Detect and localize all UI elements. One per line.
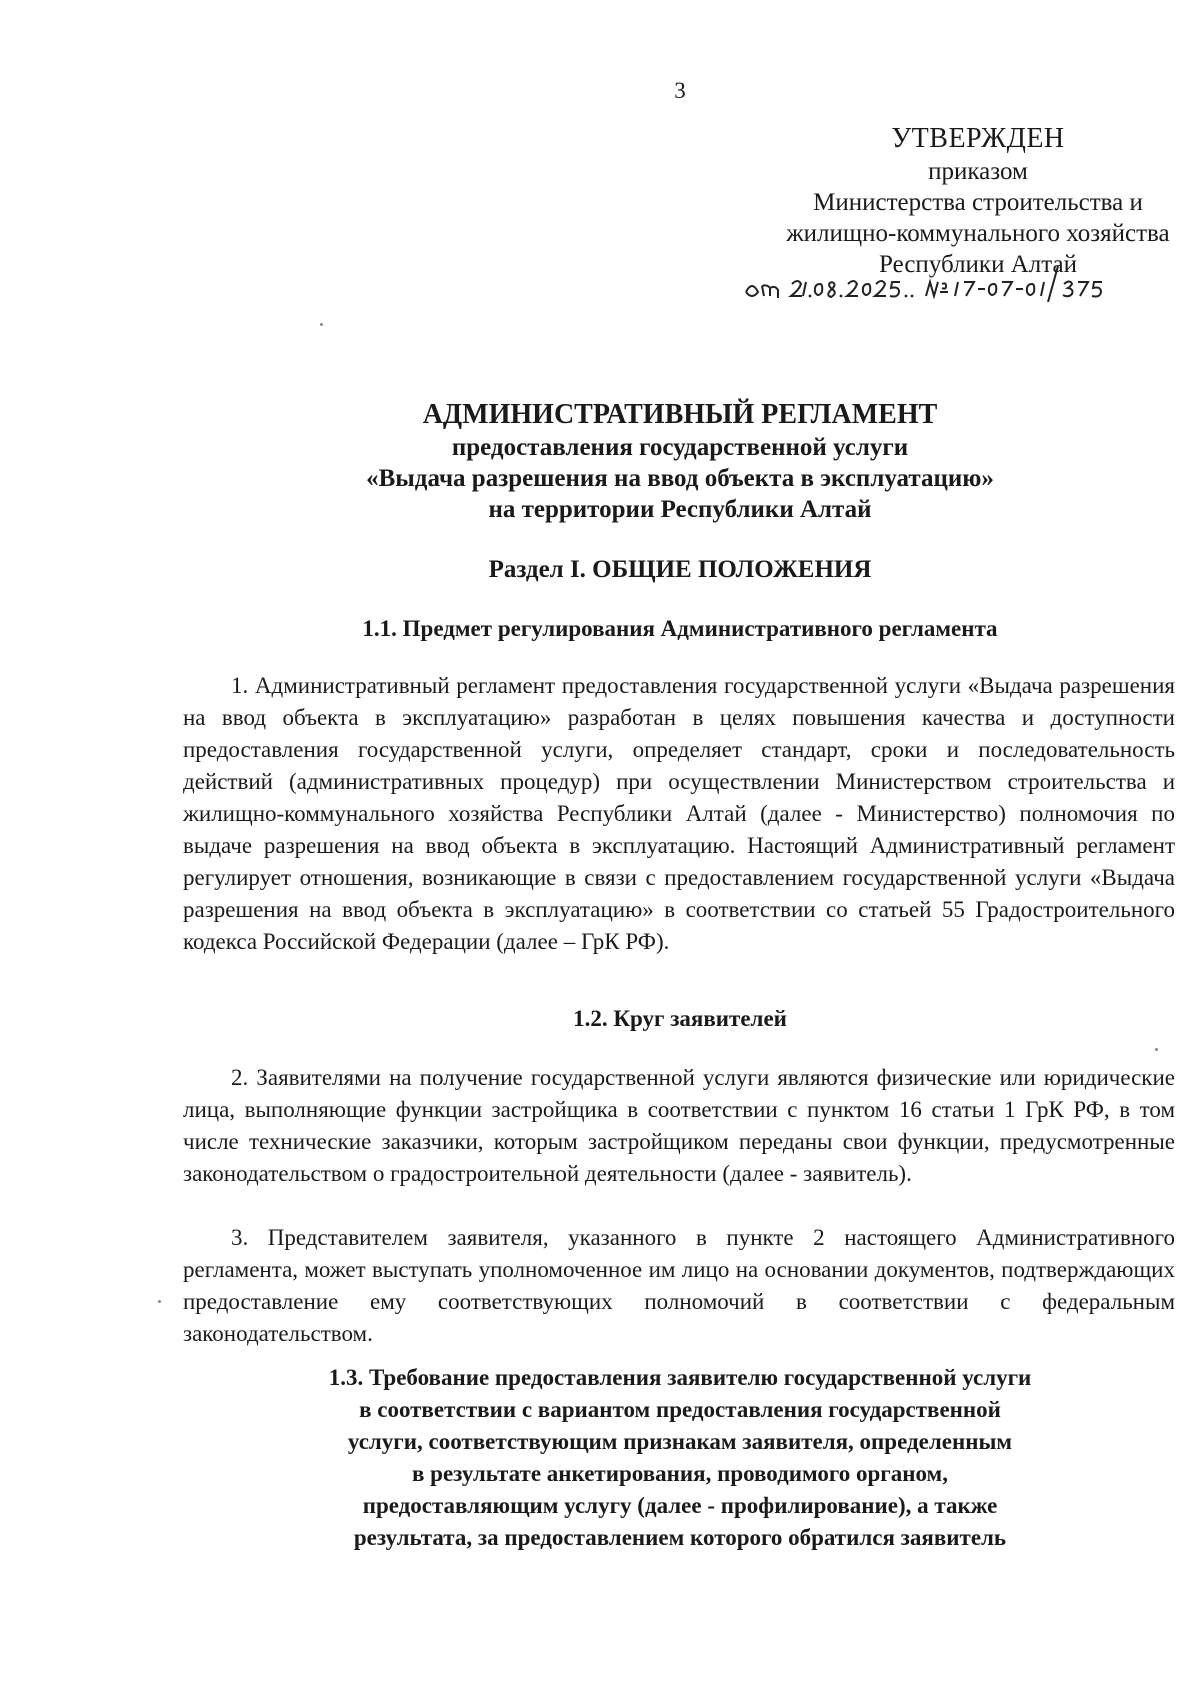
title-line: на территории Республики Алтай xyxy=(488,496,872,523)
subsection-heading-line: в соответствии с вариантом предоставления государственной xyxy=(359,1397,1001,1422)
approval-line: Республики Алтай xyxy=(879,251,1077,278)
approval-line: Министерства строительства и xyxy=(813,189,1143,216)
subsection-heading-line: 1.3. Требование предоставления заявителю государственной услуги xyxy=(328,1365,1032,1390)
subsection-heading-line: результата, за предоставлением которого обратился заявитель xyxy=(353,1525,1007,1550)
approval-line: приказом xyxy=(928,158,1028,185)
page-number: 3 xyxy=(674,78,686,103)
approval-line: жилищно-коммунального хозяйства xyxy=(786,220,1170,247)
paragraph-3: 3. Представителем заявителя, указанного в пункте 2 настоящего Административного регламента, может выступать уполномоченное им лицо на основании документов, подтверждающих предоставление ему соответствующих полномочий в соответствии с федеральным законодательством. xyxy=(183,1225,1175,1346)
section-title: Раздел I. ОБЩИЕ ПОЛОЖЕНИЯ xyxy=(488,556,872,583)
subsection-heading-line: предоставляющим услугу (далее - профилирование), а также xyxy=(362,1493,998,1518)
title-line: предоставления государственной услуги xyxy=(451,434,909,461)
paragraph-2: 2. Заявителями на получение государственной услуги являются физические или юридические лица, выполняющие функции застройщика в соответствии с пунктом 16 статьи 1 ГрК РФ, в том числе технические заказчики, которым застройщиком переданы свои функции, предусмотренные законодательством о градостроительной деятельности (далее - заявитель). xyxy=(183,1065,1175,1186)
subsection-heading-line: в результате анкетирования, проводимого органом, xyxy=(412,1461,948,1486)
document-title xyxy=(170,398,1190,525)
subsection-heading-line: услуги, соответствующим признакам заявителя, определенным xyxy=(347,1429,1013,1454)
subsection-heading-1-3 xyxy=(170,1362,1190,1554)
subsection-heading-1-2: 1.2. Круг заявителей xyxy=(573,1006,787,1031)
scan-speck xyxy=(320,323,323,326)
scan-speck xyxy=(1155,1048,1158,1051)
title-line: «Выдача разрешения на ввод объекта в эксплуатацию» xyxy=(366,465,994,492)
scan-speck xyxy=(158,1300,161,1303)
subsection-heading-1-1: 1.1. Предмет регулирования Административного регламента xyxy=(362,616,998,641)
paragraph-1: 1. Административный регламент предоставления государственной услуги «Выдача разрешения на ввод объекта в эксплуатацию» разработан в целях повышения качества и доступности предоставления государственной услуги, определяет стандарт, сроки и последовательность действий (административных процедур) при осуществлении Министерством строительства и жилищно-коммунального хозяйства Республики Алтай (далее - Министерство) полномочия по выдаче разрешения на ввод объекта в эксплуатацию. Настоящий Административный регламент регулирует отношения, возникающие в связи с предоставлением государственной услуги «Выдача разрешения на ввод объекта в эксплуатацию» в соответствии со статьей 55 Градостроительного кодекса Российской Федерации (далее – ГрК РФ). xyxy=(183,673,1175,954)
title-main: АДМИНИСТРАТИВНЫЙ РЕГЛАМЕНТ xyxy=(422,399,938,430)
approval-stamp-block xyxy=(738,122,1200,280)
approved-label: УТВЕРЖДЕН xyxy=(891,123,1065,154)
handwritten-order-number xyxy=(740,262,1160,302)
